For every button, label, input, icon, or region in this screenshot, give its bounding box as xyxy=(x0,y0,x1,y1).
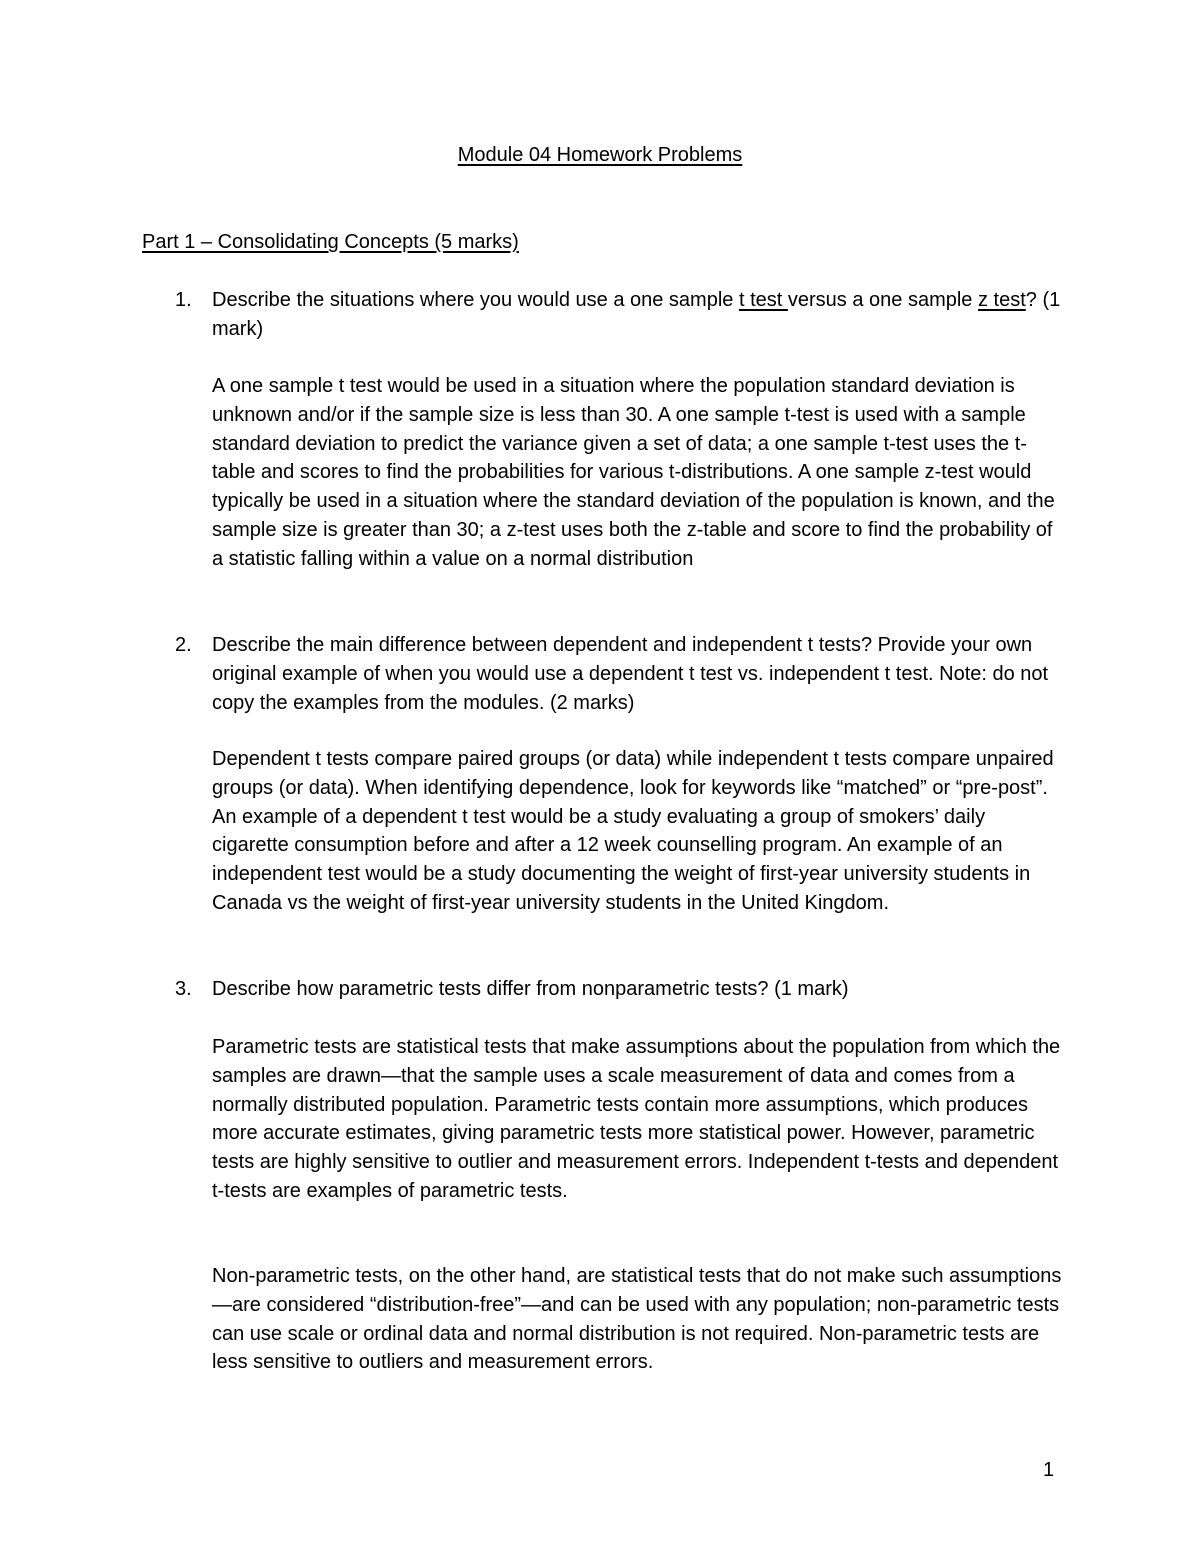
question-1-prompt-text-b: versus a one sample xyxy=(787,289,978,311)
question-3-number: 3. xyxy=(175,978,192,1000)
question-1-prompt-t-test: t test xyxy=(738,289,788,311)
question-1-prompt-text-a: Describe the situations where you would use a one sample xyxy=(212,289,739,311)
question-2-answer: Dependent t tests compare paired groups (or data) while independent t tests compare unpaired groups (or data). When identifying dependence, look for keywords like “matched” or “pre-post”. An example of a dependent t test would be a study evaluating a group of smokers’ daily cigarette consumption before and after a 12 week counselling program. An example of an independent test would be a study documenting the weight of first-year university students in Canada vs the weight of first-year university students in the United Kingdom. xyxy=(212,748,1054,914)
question-1-prompt xyxy=(212,286,1067,344)
document-title: Module 04 Homework Problems xyxy=(457,144,743,166)
question-3-prompt: Describe how parametric tests differ from nonparametric tests? (1 mark) xyxy=(212,978,849,1000)
part-heading: Part 1 – Consolidating Concepts (5 marks) xyxy=(142,231,519,253)
question-3-answer-nonparametric: Non-parametric tests, on the other hand, are statistical tests that do not make such assumptions—are considered “distribution-free”—and can be used with any population; non-parametric tests can use scale or ordinal data and normal distribution is not required. Non-parametric tests are less sensitive to outliers and measurement errors. xyxy=(212,1265,1062,1374)
question-1-prompt-z-test: z test xyxy=(977,289,1026,311)
question-1-number: 1. xyxy=(175,289,192,311)
question-3-answer-parametric: Parametric tests are statistical tests that make assumptions about the population from which the samples are drawn—that the sample uses a scale measurement of data and comes from a normally distributed population. Parametric tests contain more assumptions, which produces more accurate estimates, giving parametric tests more statistical power. However, parametric tests are highly sensitive to outlier and measurement errors. Independent t-tests and dependent t-tests are examples of parametric tests. xyxy=(212,1036,1061,1202)
question-1-prompt-text-c: ? (1 mark) xyxy=(212,289,1061,340)
question-2-prompt: Describe the main difference between dependent and independent t tests? Provide your own original example of when you would use a dependent t test vs. independent t test. Note: do not copy the examples from the modules. (2 marks) xyxy=(212,634,1049,714)
page-number: 1 xyxy=(1043,1459,1055,1481)
question-1-answer: A one sample t test would be used in a situation where the population standard deviation is unknown and/or if the sample size is less than 30. A one sample t-test is used with a sample standard deviation to predict the variance given a set of data; a one sample t-test uses the t-table and scores to find the probabilities for various t-distributions. A one sample z-test would typically be used in a situation where the standard deviation of the population is known, and the sample size is greater than 30; a z-test uses both the z-table and score to find the probability of a statistic falling within a value on a normal distribution xyxy=(212,375,1055,570)
question-2-number: 2. xyxy=(175,634,192,656)
